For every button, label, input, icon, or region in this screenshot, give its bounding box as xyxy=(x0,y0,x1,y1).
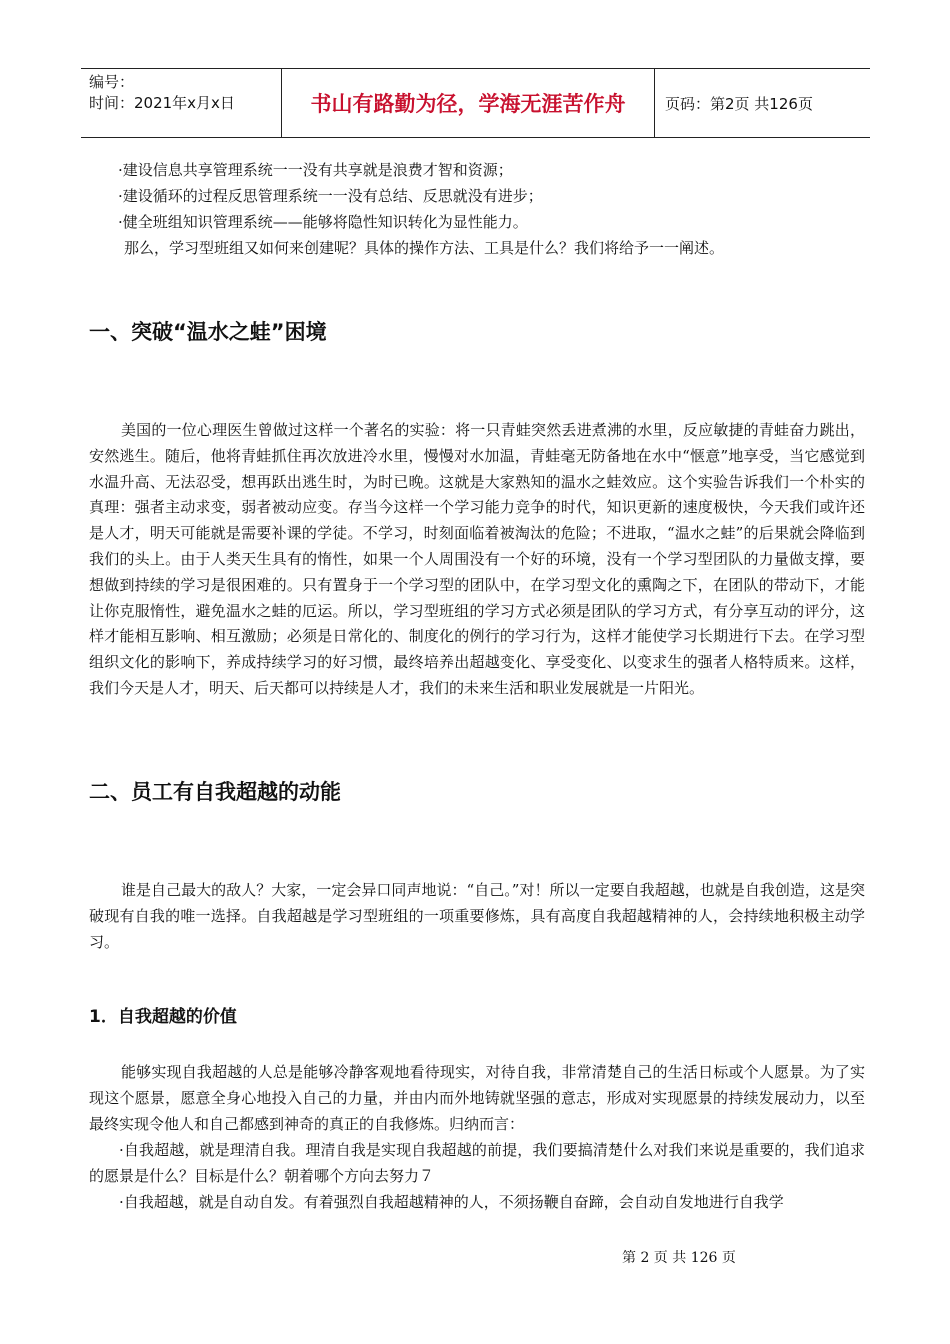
subsection-paragraph: 能够实现自我超越的人总是能够冷静客观地看待现实，对待自我，非常清楚自己的生活日标或个人愿景。为了实现这个愿景，愿意全身心地投入自己的力量，并由内而外地铸就坚强的意志，形成对实现愿景的持续发展动力，以至最终实现令他人和自己都感到神奇的真正的自我修炼。归纳而言： xyxy=(89,1063,865,1133)
section-paragraph: 谁是自己最大的敌人？大家，一定会异口同声地说：“自己。”对！所以一定要自我超越，也就是自我创造，这是突破现有自我的唯一选择。自我超越是学习型班组的一项重要修炼，具有高度自我超越精神的人，会持续地积极主动学习。 xyxy=(89,881,865,951)
time-label: 时间：2021年x月x日 xyxy=(89,94,235,112)
bullet-item: ·建设信息共享管理系统一一没有共享就是浪费才智和资源； xyxy=(118,161,513,179)
bullet-item: ·健全班组知识管理系统——能够将隐性知识转化为显性能力。 xyxy=(118,213,528,231)
section-heading: 一、突破“温水之蛙”困境 xyxy=(89,320,327,344)
page-footer: 第 2 页 共 126 页 xyxy=(622,1250,736,1266)
section-heading: 二、员工有自我超越的动能 xyxy=(89,780,341,804)
header-page-info: 页码：第2页 共126页 xyxy=(665,94,813,113)
number-label: 编号： xyxy=(89,73,135,91)
header-motto: 书山有路勤为径，学海无涯苦作舟 xyxy=(282,69,655,137)
section-paragraph: 美国的一位心理医生曾做过这样一个著名的实验：将一只青蛙突然丢进煮沸的水里，反应敏捷的青蛙奋力跳出，安然逃生。随后，他将青蛙抓住再次放进冷水里，慢慢对水加温，青蛙毫无防备地在水中“惬意”地享受，当它感觉到水温升高、无法忍受，想再跃出逃生时，为时已晚。这就是大家熟知的温水之蛙效应。这个实验告诉我们一个朴实的真理：强者主动求变，弱者被动应变。存当今这样一个学习能力竞争的时代，知识更新的速度极快，今天我们或许还是人才，明天可能就是需要补课的学徒。不学习，时刻面临着被淘汰的危险；不进取，“温水之蛙”的后果就会降临到我们的头上。由于人类天生具有的惰性，如果一个人周围没有一个好的环境，没有一个学习型团队的力量做支撑，要想做到持续的学习是很困难的。只有置身于一个学习型的团队中，在学习型文化的熏陶之下，在团队的带动下，才能让你克服惰性，避免温水之蛙的厄运。所以，学习型班组的学习方式必须是团队的学习方式，有分享互动的评分，这样才能相互影响、相互激励；必须是日常化的、制度化的例行的学习行为，这样才能使学习长期进行下去。在学习型组织文化的影响下，养成持续学习的好习惯，最终培养出超越变化、享受变化、以变求生的强者人格特质来。这样，我们今天是人才，明天、后天都可以持续是人才，我们的未来生活和职业发展就是一片阳光。 xyxy=(89,421,865,697)
bullet-item: ·自我超越，就是理清自我。理清自我是实现自我超越的前提，我们要搞清楚什么对我们来说是重要的，我们追求的愿景是什么？目标是什么？朝着哪个方向去努力７ xyxy=(89,1141,865,1185)
intro-question: 那么，学习型班组又如何来创建呢？具体的操作方法、工具是什么？我们将给予一一阐述。 xyxy=(124,239,725,257)
subsection-heading: 1．自我超越的价值 xyxy=(89,1007,237,1027)
page-header xyxy=(81,68,870,138)
header-meta xyxy=(81,69,282,137)
bullet-item: ·建设循环的过程反思管理系统一一没有总结、反思就没有进步； xyxy=(118,187,543,205)
bullet-item: ·自我超越，就是自动自发。有着强烈自我超越精神的人，不须扬鞭自奋蹄，会自动自发地进行自我学 xyxy=(119,1193,784,1211)
